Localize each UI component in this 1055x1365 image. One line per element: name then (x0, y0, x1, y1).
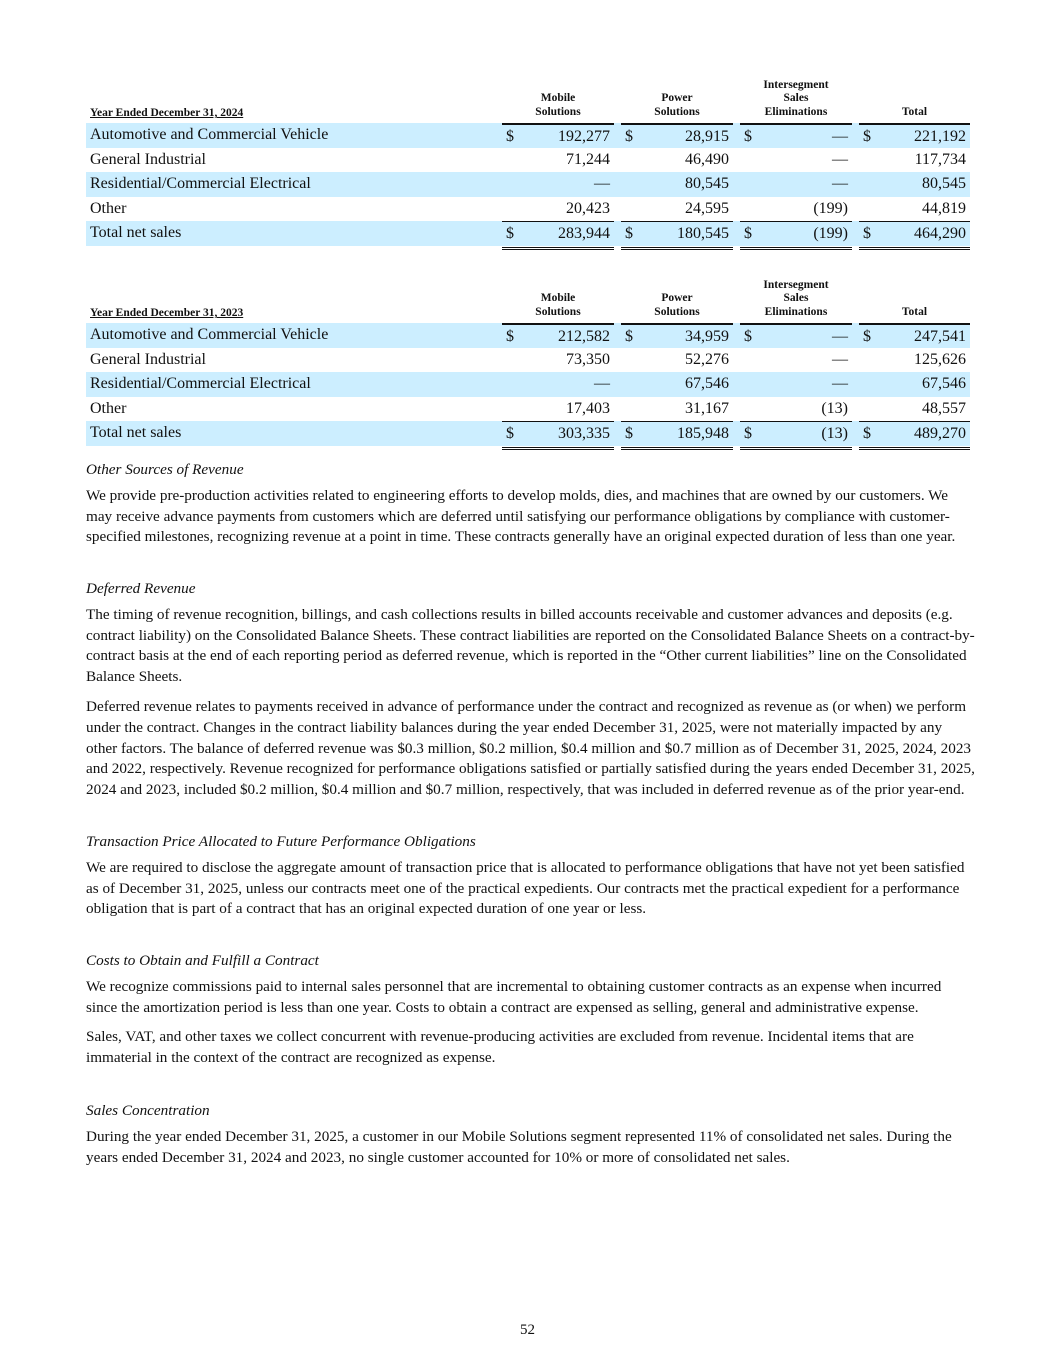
table-cell (859, 397, 970, 422)
table-cell (621, 197, 733, 222)
cell-value: 34,959 (685, 328, 729, 345)
cell-value: 464,290 (914, 225, 966, 242)
table-cell (859, 372, 970, 397)
cell-value: 28,915 (685, 128, 729, 145)
paragraph: We are required to disclose the aggregate amount of transaction price that is allocated to performance obligations that have not yet been satisfied as of December 31, 2025, unless our contracts meet one of the practical expedients. Our contracts met the practical expedient for a performance obligation that is part of a contract that has an original expected duration of one year or less. (86, 858, 965, 918)
currency-symbol: $ (744, 225, 752, 242)
table-cell (621, 397, 733, 422)
cell-value: — (594, 375, 610, 392)
table-cell (740, 197, 852, 222)
cell-value: 192,277 (558, 128, 610, 145)
table-cell (859, 123, 970, 150)
row-label: Total net sales (90, 424, 182, 441)
table-cell (621, 372, 733, 397)
paragraph: The timing of revenue recognition, billings, and cash collections results in billed accounts receivable and customer advances and deposits (e.g. contract liability) on the Consolidated Balance Sheets. These contract liabilities are reported on the Consolidated Balance Sheets on a contract-by-contract basis at the end of each reporting period as deferred revenue, which is reported in the “Other current liabilities” line on the Consolidated Balance Sheets. (86, 605, 975, 686)
section-deferred-revenue (86, 579, 976, 801)
currency-symbol: $ (863, 425, 871, 442)
cell-value: 212,582 (558, 328, 610, 345)
table-cell (502, 397, 614, 422)
cell-value: — (832, 328, 848, 345)
currency-symbol: $ (506, 225, 514, 242)
currency-symbol: $ (506, 328, 514, 345)
table-row (86, 172, 970, 197)
cell-value: — (832, 375, 848, 392)
cell-value: 48,557 (922, 399, 966, 417)
currency-symbol: $ (625, 128, 633, 145)
table-header (86, 273, 970, 323)
cell-value: 283,944 (558, 225, 610, 242)
table-cell (502, 421, 614, 450)
currency-symbol: $ (625, 425, 633, 442)
cell-value: — (594, 175, 610, 192)
cell-value: 247,541 (914, 328, 966, 345)
segment-sales-table-2024 (86, 73, 970, 246)
currency-symbol: $ (863, 225, 871, 242)
section-heading: Other Sources of Revenue (86, 461, 244, 478)
column-header-total: Total (901, 105, 928, 118)
row-label: Residential/Commercial Electrical (90, 175, 311, 192)
table-cell (740, 148, 852, 173)
table-cell (740, 172, 852, 197)
cell-value: 71,244 (566, 150, 610, 168)
table-cell (859, 421, 970, 450)
table-cell (502, 372, 614, 397)
table-cell (621, 123, 733, 150)
table-cell (859, 197, 970, 222)
table-cell (621, 148, 733, 173)
section-heading: Sales Concentration (86, 1102, 210, 1119)
cell-value: 221,192 (914, 128, 966, 145)
table-row (86, 197, 970, 222)
row-label: Total net sales (90, 224, 182, 241)
currency-symbol: $ (744, 128, 752, 145)
cell-value: 185,948 (677, 425, 729, 442)
table-row (86, 123, 970, 148)
row-label: Residential/Commercial Electrical (90, 375, 311, 392)
table-cell (502, 123, 614, 150)
column-header-eliminations: Intersegment Sales Eliminations (763, 278, 829, 318)
table-cell (621, 221, 733, 250)
cell-value: 180,545 (677, 225, 729, 242)
currency-symbol: $ (744, 328, 752, 345)
table-cell (740, 348, 852, 373)
table-row (86, 348, 970, 373)
section-other-sources (86, 460, 976, 548)
cell-value: — (832, 175, 848, 192)
row-label: General Industrial (90, 350, 206, 368)
table-cell (740, 421, 852, 450)
table-cell (621, 172, 733, 197)
table-row (86, 323, 970, 348)
table-cell (740, 123, 852, 150)
row-label: Other (90, 399, 127, 417)
section-sales-concentration (86, 1101, 976, 1168)
table-cell (740, 221, 852, 250)
column-header-eliminations: Intersegment Sales Eliminations (763, 78, 829, 118)
section-heading: Deferred Revenue (86, 580, 196, 597)
table-cell (859, 323, 970, 350)
cell-value: 73,350 (566, 350, 610, 368)
cell-value: (13) (821, 399, 848, 417)
cell-value: 80,545 (922, 175, 966, 192)
table-cell (621, 323, 733, 350)
currency-symbol: $ (744, 425, 752, 442)
table-cell (740, 372, 852, 397)
segment-sales-table-2023 (86, 273, 970, 446)
section-transaction-price (86, 832, 976, 920)
section-costs-to-obtain (86, 951, 976, 1069)
table-cell (740, 323, 852, 350)
column-header-mobile: Mobile Solutions (535, 292, 581, 318)
table-cell (502, 221, 614, 250)
column-header-total: Total (901, 305, 928, 318)
cell-value: 20,423 (566, 199, 610, 217)
table-cell (502, 197, 614, 222)
currency-symbol: $ (506, 128, 514, 145)
row-label: General Industrial (90, 150, 206, 168)
page-number: 52 (520, 1322, 535, 1338)
paragraph: Sales, VAT, and other taxes we collect concurrent with revenue-producing activities are excluded from revenue. Incidental items that are immaterial in the context of the contract are recognized as expense. (86, 1028, 914, 1067)
cell-value: 44,819 (922, 199, 966, 217)
column-header-mobile: Mobile Solutions (535, 92, 581, 118)
column-header-power: Power Solutions (654, 92, 700, 118)
table-cell (502, 348, 614, 373)
table-cell (859, 348, 970, 373)
cell-value: 303,335 (558, 425, 610, 442)
cell-value: 489,270 (914, 425, 966, 442)
table-total-row (86, 421, 970, 446)
cell-value: — (832, 150, 848, 168)
table-row (86, 372, 970, 397)
table-cell (859, 172, 970, 197)
table-year-label: Year Ended December 31, 2023 (90, 307, 244, 319)
column-header-power: Power Solutions (654, 292, 700, 318)
row-label: Automotive and Commercial Vehicle (90, 326, 329, 343)
paragraph: During the year ended December 31, 2025, a customer in our Mobile Solutions segment represented 11% of consolidated net sales. During the years ended December 31, 2024 and 2023, no single customer accounted for 10% or more of consolidated net sales. (86, 1127, 952, 1166)
table-cell (502, 148, 614, 173)
table-cell (740, 397, 852, 422)
table-cell (859, 221, 970, 250)
currency-symbol: $ (863, 328, 871, 345)
table-row (86, 148, 970, 173)
section-heading: Transaction Price Allocated to Future Performance Obligations (86, 833, 476, 850)
cell-value: 67,546 (685, 375, 729, 392)
cell-value: 24,595 (685, 199, 729, 217)
table-total-row (86, 221, 970, 246)
cell-value: (199) (813, 225, 848, 242)
cell-value: (199) (813, 199, 848, 217)
currency-symbol: $ (863, 128, 871, 145)
table-header (86, 73, 970, 123)
row-label: Other (90, 199, 127, 217)
cell-value: (13) (821, 425, 848, 442)
row-label: Automotive and Commercial Vehicle (90, 126, 329, 143)
cell-value: 125,626 (914, 350, 966, 368)
cell-value: — (832, 128, 848, 145)
section-heading: Costs to Obtain and Fulfill a Contract (86, 952, 319, 969)
cell-value: 117,734 (914, 150, 966, 168)
paragraph: We recognize commissions paid to internal sales personnel that are incremental to obtaining customer contracts as an expense when incurred since the amortization period is less than one year. Costs to obtain a contract are expensed as selling, general and administrative expense. (86, 977, 942, 1016)
cell-value: 46,490 (685, 150, 729, 168)
table-cell (621, 421, 733, 450)
cell-value: 80,545 (685, 175, 729, 192)
cell-value: 31,167 (685, 399, 729, 417)
currency-symbol: $ (625, 328, 633, 345)
table-cell (621, 348, 733, 373)
table-year-label: Year Ended December 31, 2024 (90, 107, 244, 119)
table-cell (502, 323, 614, 350)
table-row (86, 397, 970, 422)
cell-value: 52,276 (685, 350, 729, 368)
cell-value: — (832, 350, 848, 368)
cell-value: 17,403 (566, 399, 610, 417)
currency-symbol: $ (506, 425, 514, 442)
cell-value: 67,546 (922, 375, 966, 392)
table-cell (502, 172, 614, 197)
paragraph: Deferred revenue relates to payments received in advance of performance under the contract and recognized as revenue as (or when) we perform under the contract. Changes in the contract liability balances during the year ended December 31, 2025, were not materially impacted by any other factors. The balance of deferred revenue was $0.3 million, $0.2 million, $0.4 million and $0.7 million as of December 31, 2025, 2024, 2023 and 2022, respectively. Revenue recognized for performance obligations satisfied or partially satisfied during the years ended December 31, 2025, 2024 and 2023, included $0.2 million, $0.4 million and $0.7 million, respectively, that was included in deferred revenue as of the prior year-end. (86, 697, 975, 799)
currency-symbol: $ (625, 225, 633, 242)
paragraph: We provide pre-production activities related to engineering efforts to develop molds, dies, and machines that are owned by our customers. We may receive advance payments from customers which are deferred until satisfying our performance obligations by compliance with customer-specified milestones, recognizing revenue at a point in time. These contracts generally have an original expected duration of less than one year. (86, 486, 956, 546)
table-cell (859, 148, 970, 173)
